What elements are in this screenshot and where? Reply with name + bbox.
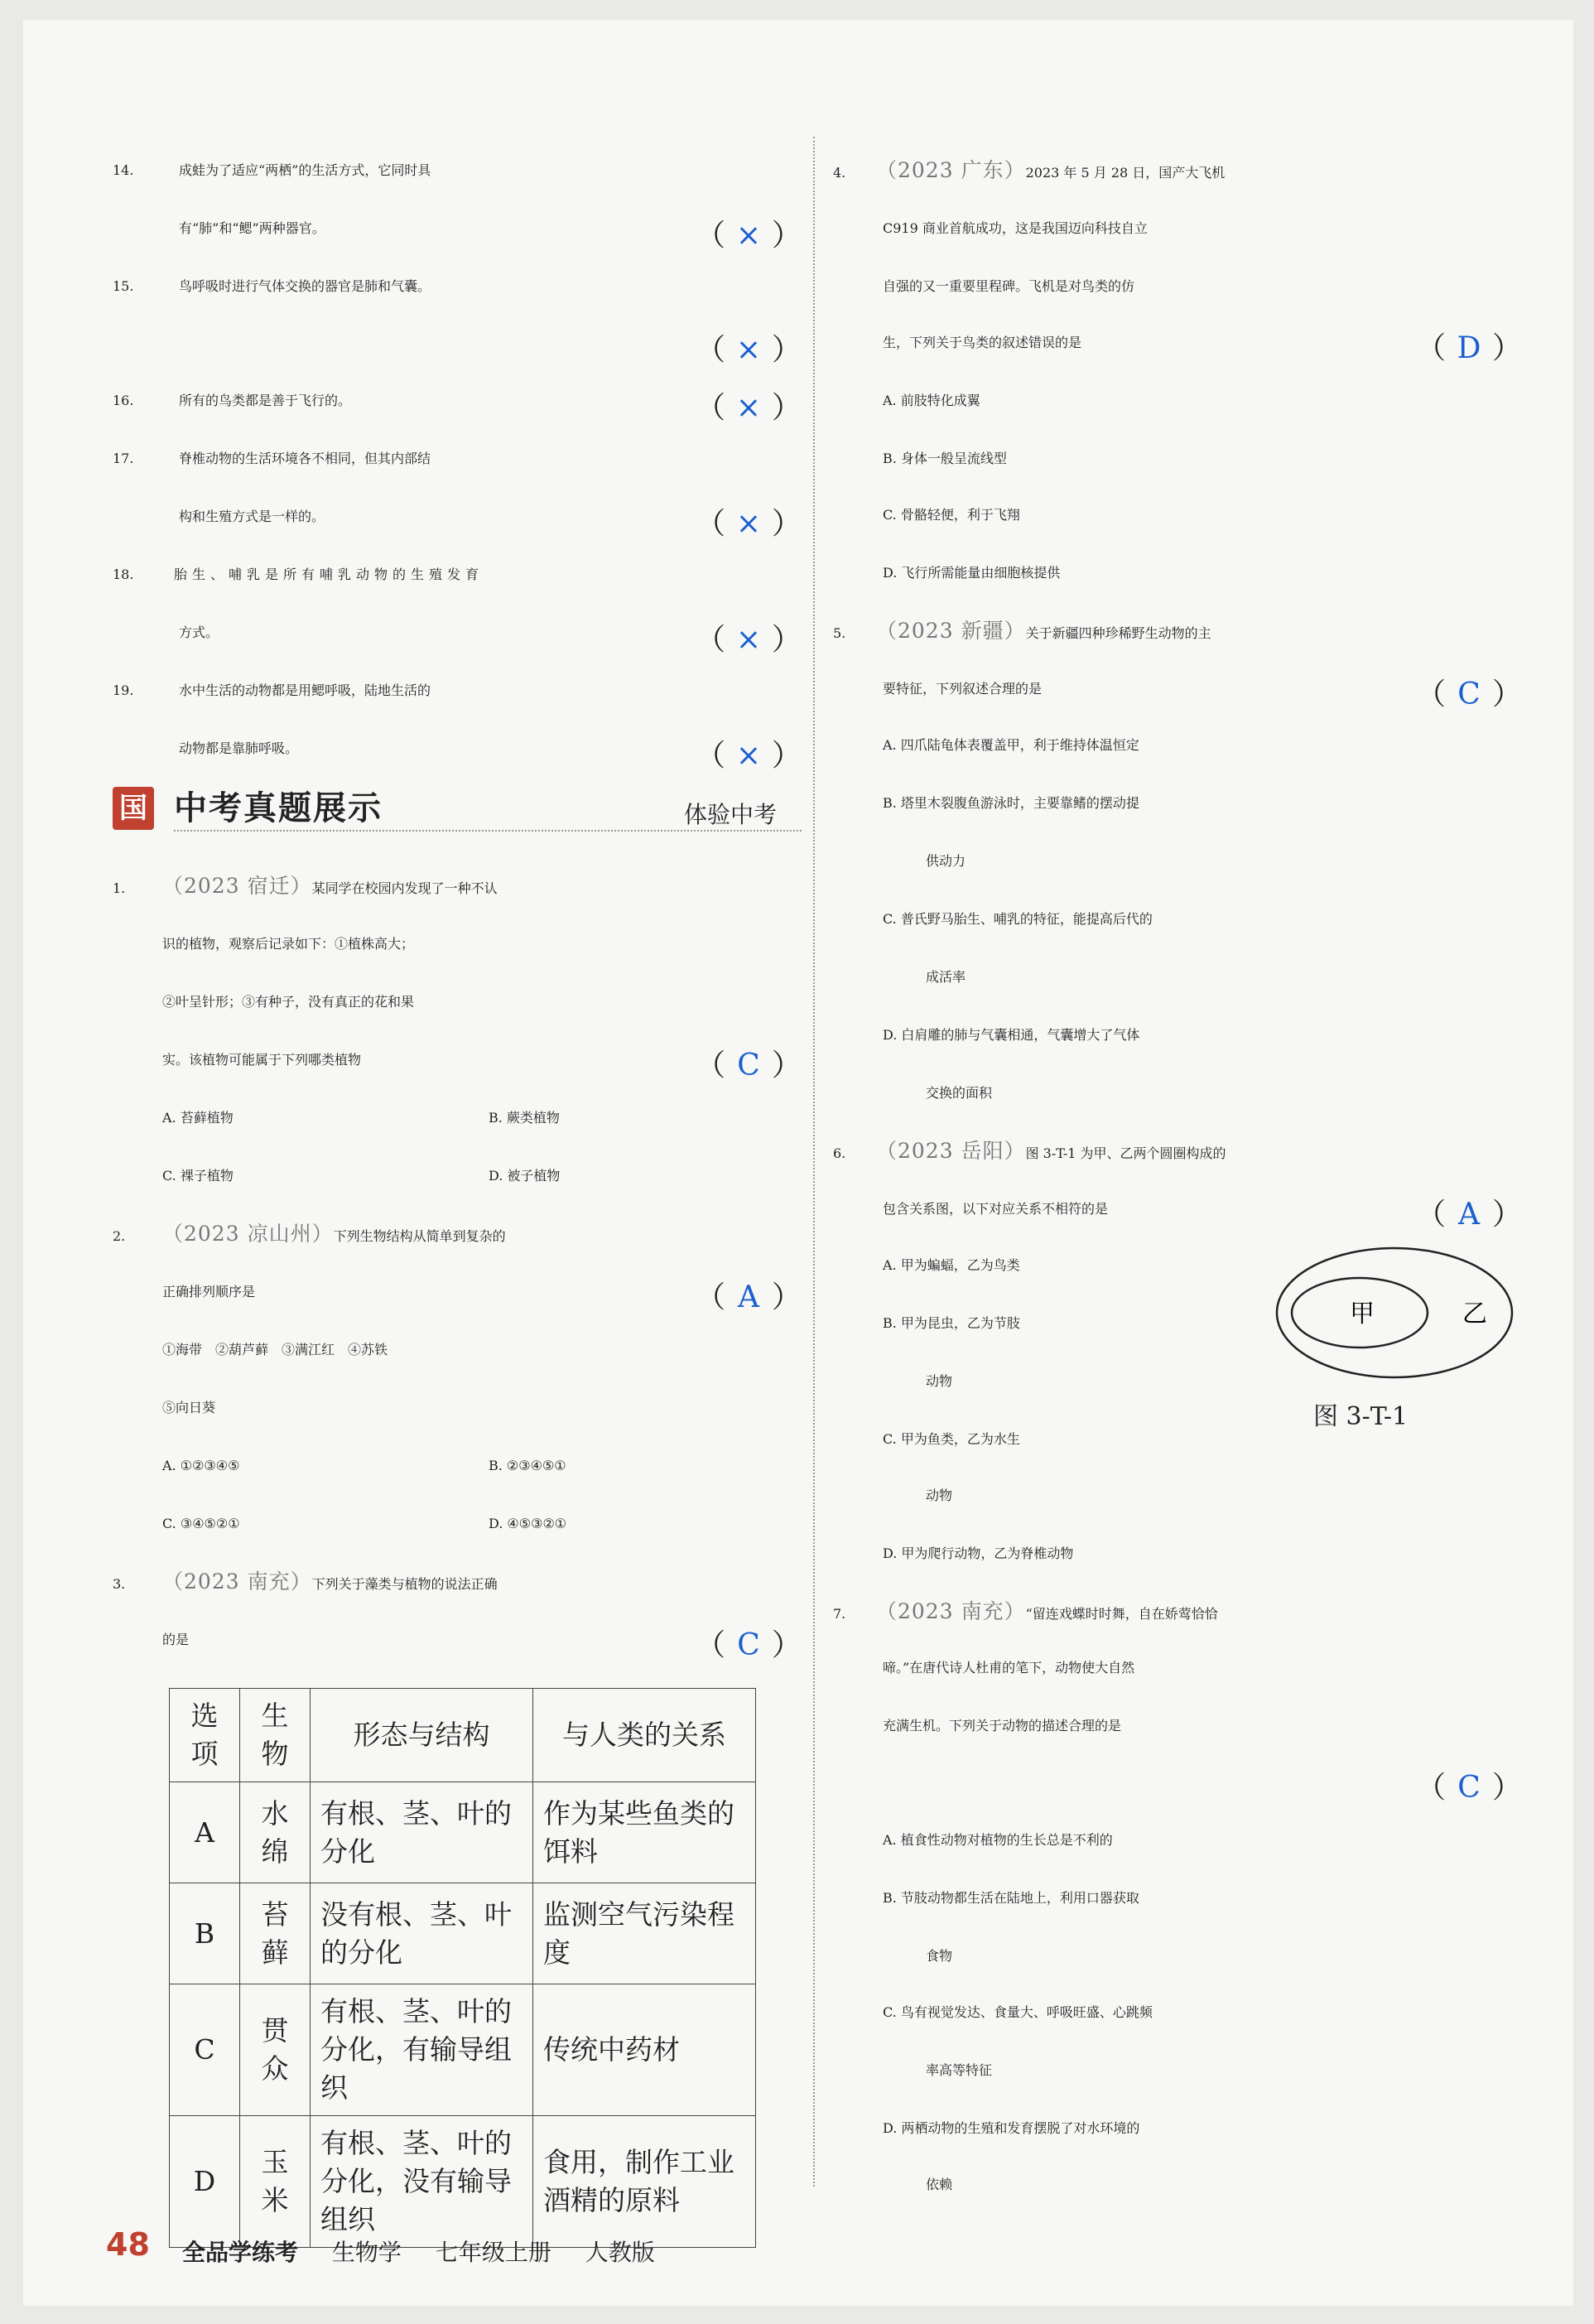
question-6: 6. （2023 岳阳）图 3-T-1 为甲、乙两个圆圈构成的 — [833, 1139, 1226, 1163]
option-6c: C. 甲为鱼类，乙为水生 — [883, 1431, 1020, 1447]
option-2d: D. ④⑤③②① — [489, 1516, 567, 1531]
footer-edition: 人教版 — [585, 2239, 655, 2266]
footer-brand: 全品学练考 — [182, 2239, 299, 2266]
table-row — [170, 1883, 756, 1984]
question-14-text: 成蛙为了适应“两栖”的生活方式，它同时具 — [179, 162, 431, 178]
answer-14: （ × ） — [696, 219, 802, 253]
question-3: 3. （2023 南充）下列关于藻类与植物的说法正确 — [113, 1569, 498, 1594]
question-18: 18. 胎生、哺乳是所有哺乳动物的生殖发育 — [113, 567, 484, 582]
option-1a: A. 苔藓植物 — [162, 1110, 234, 1126]
question-5: 5. （2023 新疆）关于新疆四种珍稀野生动物的主 — [833, 619, 1211, 643]
table-row — [170, 1984, 756, 2116]
footer-grade: 七年级上册 — [435, 2239, 551, 2266]
question-5-line2: 要特征，下列叙述合理的是 — [883, 681, 1043, 697]
option-4d: D. 飞行所需能量由细胞核提供 — [883, 565, 1061, 581]
page-number: 48 — [106, 2226, 150, 2263]
footer-subject: 生物学 — [331, 2239, 402, 2266]
answer-17: （ × ） — [696, 507, 802, 541]
question-3-line2: 的是 — [162, 1632, 190, 1647]
question-1-line4: 实。该植物可能属于下列哪类植物 — [162, 1052, 362, 1068]
table-cell: 有根、茎、叶的分化，有输导组织 — [311, 1984, 533, 2116]
option-6c-line2: 动物 — [926, 1487, 953, 1503]
question-18-line2: 方式。 — [179, 624, 219, 640]
table-header-row — [170, 1689, 756, 1782]
answer-1: （ C ） — [696, 1049, 802, 1082]
option-7a: A. 植食性动物对植物的生长总是不利的 — [883, 1832, 1113, 1848]
option-7c: C. 鸟有视觉发达、食量大、呼吸旺盛、心跳频 — [883, 2004, 1153, 2020]
option-7b-line2: 食物 — [926, 1948, 953, 1964]
answer-7: （ C ） — [1416, 1771, 1523, 1805]
question-1-line2: 识的植物，观察后记录如下：①植株高大； — [162, 936, 415, 952]
answer-18: （ × ） — [696, 623, 802, 657]
table-cell: 有根、茎、叶的分化，没有输导组织 — [311, 2116, 533, 2248]
answer-6: （ A ） — [1416, 1198, 1523, 1232]
answer-3: （ C ） — [696, 1628, 802, 1662]
table-cell: 苔藓 — [240, 1883, 311, 1984]
footer-info — [182, 2235, 681, 2268]
option-5c-line2: 成活率 — [926, 969, 966, 985]
table-cell: A — [170, 1782, 240, 1883]
question-2: 2. （2023 凉山州）下列生物结构从简单到复杂的 — [113, 1222, 506, 1246]
option-5c: C. 普氏野马胎生、哺乳的特征，能提高后代的 — [883, 911, 1153, 927]
table-row — [170, 2116, 756, 2248]
options-table — [169, 1688, 756, 2248]
question-15: 15. 鸟呼吸时进行气体交换的器官是肺和气囊。 — [113, 278, 431, 294]
section-title: 中考真题展示 — [174, 789, 383, 827]
option-7b: B. 节肢动物都生活在陆地上，利用口器获取 — [883, 1890, 1139, 1906]
question-14: 14. 成蛙为了适应“两栖”的生活方式，它同时具 — [113, 162, 431, 178]
answer-4: （ D ） — [1416, 331, 1523, 365]
answer-19: （ × ） — [696, 739, 802, 773]
option-5a: A. 四爪陆龟体表覆盖甲，利于维持体温恒定 — [883, 737, 1139, 753]
question-1: 1. （2023 宿迁）某同学在校园内发现了一种不认 — [113, 874, 498, 898]
question-3-source: （2023 南充） — [162, 1569, 312, 1594]
option-5b: B. 塔里木裂腹鱼游泳时，主要靠鳍的摆动提 — [883, 795, 1139, 811]
table-cell: 玉米 — [240, 2116, 311, 2248]
table-header: 形态与结构 — [311, 1689, 533, 1782]
table-cell: 贯众 — [240, 1984, 311, 2116]
question-6-line2: 包含关系图，以下对应关系不相符的是 — [883, 1201, 1109, 1217]
question-14-line2: 有“肺”和“鳃”两种器官。 — [179, 220, 325, 236]
option-5d-line2: 交换的面积 — [926, 1085, 993, 1101]
option-7c-line2: 率高等特征 — [926, 2062, 993, 2078]
option-1b: B. 蕨类植物 — [489, 1110, 560, 1126]
figure-caption: 图 3-T-1 — [1313, 1402, 1409, 1431]
question-2-source: （2023 凉山州） — [162, 1222, 334, 1246]
question-1-source: （2023 宿迁） — [162, 874, 312, 898]
question-7: 7. （2023 南充）“留连戏蝶时时舞，自在娇莺恰恰 — [833, 1599, 1218, 1623]
column-divider — [813, 137, 815, 2187]
option-2b: B. ②③④⑤① — [489, 1458, 566, 1473]
table-cell: D — [170, 2116, 240, 2248]
table-header: 选项 — [170, 1689, 240, 1782]
table-cell: 食用，制作工业酒精的原料 — [533, 2116, 756, 2248]
question-5-source: （2023 新疆） — [876, 619, 1026, 643]
option-5b-line2: 供动力 — [926, 853, 966, 869]
question-4-line4: 生，下列关于鸟类的叙述错误的是 — [883, 335, 1082, 350]
table-cell: 传统中药材 — [533, 1984, 756, 2116]
question-4-line3: 自强的又一重要里程碑。飞机是对鸟类的仿 — [883, 278, 1135, 294]
question-1-line3: ②叶呈针形；③有种子，没有真正的花和果 — [162, 994, 415, 1010]
table-cell: 水绵 — [240, 1782, 311, 1883]
section-subtitle: 体验中考 — [684, 801, 778, 828]
option-4c: C. 骨骼轻便，利于飞翔 — [883, 507, 1020, 523]
question-2-line3: ①海带 ②葫芦藓 ③满江红 ④苏铁 — [162, 1342, 388, 1357]
option-6d: D. 甲为爬行动物，乙为脊椎动物 — [883, 1545, 1074, 1561]
answer-16: （ × ） — [696, 391, 802, 425]
option-1c: C. 裸子植物 — [162, 1168, 234, 1184]
question-4-line2: C919 商业首航成功，这是我国迈向科技自立 — [883, 220, 1148, 236]
option-7d: D. 两栖动物的生殖和发育摆脱了对水环境的 — [883, 2120, 1140, 2136]
table-cell: B — [170, 1883, 240, 1984]
option-2a: A. ①②③④⑤ — [162, 1458, 240, 1473]
section-header — [113, 784, 802, 837]
table-cell: 监测空气污染程度 — [533, 1883, 756, 1984]
option-4b: B. 身体一般呈流线型 — [883, 451, 1007, 466]
table-cell: 作为某些鱼类的饵料 — [533, 1782, 756, 1883]
question-17-line2: 构和生殖方式是一样的。 — [179, 509, 325, 524]
option-6a: A. 甲为蝙蝠，乙为鸟类 — [883, 1257, 1020, 1273]
answer-2: （ A ） — [696, 1280, 802, 1314]
table-cell: 没有根、茎、叶的分化 — [311, 1883, 533, 1984]
table-row — [170, 1782, 756, 1883]
option-7d-line2: 依赖 — [926, 2177, 953, 2192]
section-rule — [174, 830, 802, 832]
question-17: 17. 脊椎动物的生活环境各不相同，但其内部结 — [113, 451, 431, 466]
option-5d: D. 白肩雕的肺与气囊相通，气囊增大了气体 — [883, 1027, 1140, 1043]
question-6-source: （2023 岳阳） — [876, 1139, 1026, 1163]
table-cell: 有根、茎、叶的分化 — [311, 1782, 533, 1883]
option-6b: B. 甲为昆虫，乙为节肢 — [883, 1315, 1020, 1331]
question-19: 19. 水中生活的动物都是用鳃呼吸，陆地生活的 — [113, 682, 431, 698]
option-4a: A. 前肢特化成翼 — [883, 393, 980, 408]
question-4-source: （2023 广东） — [876, 158, 1026, 182]
inclusion-diagram — [1270, 1242, 1519, 1383]
question-7-line3: 充满生机。下列关于动物的描述合理的是 — [883, 1718, 1122, 1733]
table-header: 生物 — [240, 1689, 311, 1782]
question-4: 4. （2023 广东）2023 年 5 月 28 日，国产大飞机 — [833, 158, 1226, 182]
question-7-line2: 啼。”在唐代诗人杜甫的笔下，动物使大自然 — [883, 1660, 1135, 1675]
question-19-line2: 动物都是靠肺呼吸。 — [179, 740, 299, 756]
option-6b-line2: 动物 — [926, 1373, 953, 1389]
question-7-source: （2023 南充） — [876, 1599, 1026, 1623]
answer-5: （ C ） — [1416, 677, 1523, 711]
question-2-line2: 正确排列顺序是 — [162, 1284, 256, 1299]
inner-label: 甲 — [1350, 1299, 1375, 1328]
answer-15: （ × ） — [696, 333, 802, 367]
outer-label: 乙 — [1462, 1299, 1487, 1328]
option-1d: D. 被子植物 — [489, 1168, 561, 1184]
question-2-line4: ⑤向日葵 — [162, 1400, 216, 1415]
question-16: 16. 所有的鸟类都是善于飞行的。 — [113, 393, 352, 408]
option-2c: C. ③④⑤②① — [162, 1516, 240, 1531]
table-header: 与人类的关系 — [533, 1689, 756, 1782]
section-icon: 国 — [113, 787, 154, 830]
table-cell: C — [170, 1984, 240, 2116]
